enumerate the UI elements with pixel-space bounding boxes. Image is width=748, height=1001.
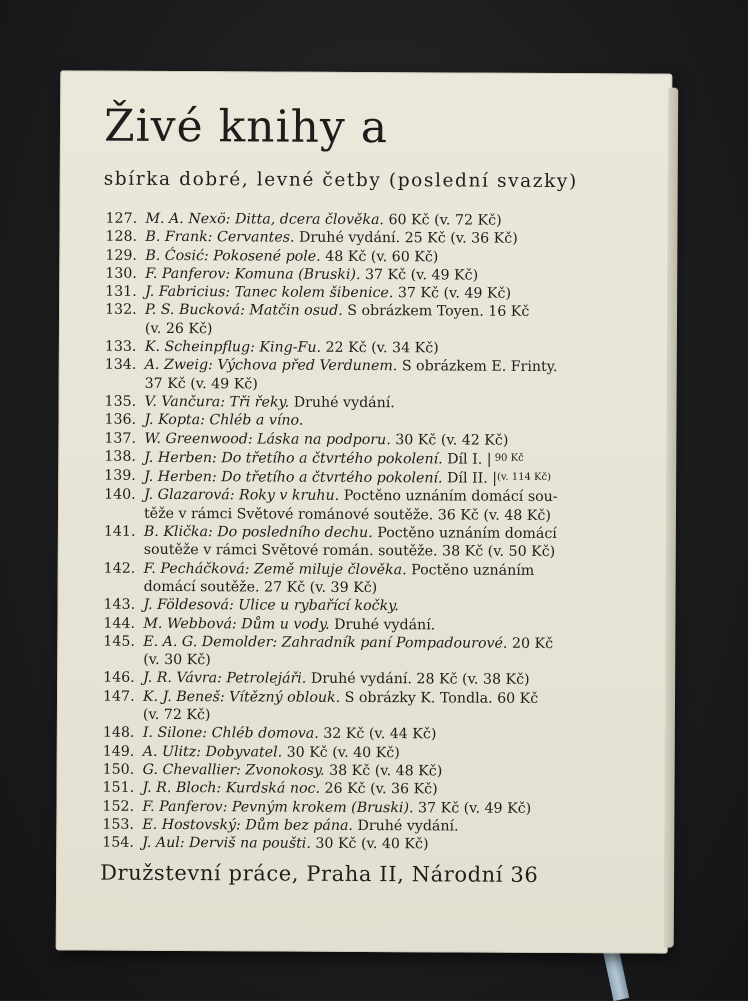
list-item xyxy=(104,523,624,562)
author-and-title: M. A. Nexö: Ditta, dcera člověka. xyxy=(145,211,384,228)
volume-details: S obrázky K. Tondla. 60 Kč xyxy=(340,690,538,707)
volume-details: Poctěno uznáním domácí sou- xyxy=(339,488,557,505)
volume-details-continued: 37 Kč (v. 49 Kč) xyxy=(145,375,625,396)
volume-details-continued: soutěže v rámci Světové román. soutěže. 38 Kč (v. 50 Kč) xyxy=(144,541,624,562)
author-and-title: G. Chevallier: Zvonokosy. xyxy=(143,762,325,779)
book-back-cover xyxy=(56,70,673,953)
list-item xyxy=(102,834,622,855)
volume-details: Druhé vydání. xyxy=(330,616,436,633)
list-item xyxy=(104,486,624,525)
volume-number: 138. xyxy=(104,447,144,467)
series-title: Živé knihy a xyxy=(104,101,388,153)
author-and-title: P. S. Bucková: Matčin osud. xyxy=(145,302,343,319)
volume-number: 130. xyxy=(105,265,145,284)
volume-details: Díl I. | xyxy=(443,451,492,467)
author-and-title: F. Panferov: Komuna (Bruski). xyxy=(145,266,360,283)
volume-number: 135. xyxy=(105,393,145,412)
volume-number: 150. xyxy=(103,761,143,780)
volume-price-note: (v. 114 Kč) xyxy=(497,472,551,483)
volume-text xyxy=(142,834,622,855)
volume-details: Díl II. | xyxy=(443,471,498,487)
volume-number: 147. xyxy=(103,687,143,724)
volume-number: 132. xyxy=(105,301,145,338)
volume-price-note: 90 Kč xyxy=(492,453,524,464)
author-and-title: F. Panferov: Pevným krokem (Bruski). xyxy=(142,798,413,815)
volume-number: 141. xyxy=(104,523,144,560)
author-and-title: J. Glazarová: Roky v kruhu. xyxy=(144,487,339,504)
volume-details: Poctěno uznáním domácí xyxy=(373,525,557,542)
volume-text xyxy=(144,448,624,470)
publisher-line: Družstevní práce, Praha II, Národní 36 xyxy=(100,861,538,887)
list-item xyxy=(104,467,624,489)
list-item xyxy=(103,632,623,671)
volume-number: 142. xyxy=(104,559,144,596)
volume-details: 26 Kč (v. 36 Kč) xyxy=(320,781,438,798)
volume-details: S obrázkem Toyen. 16 Kč xyxy=(343,303,530,320)
volume-text xyxy=(144,486,624,525)
volume-number: 128. xyxy=(105,228,145,247)
volume-details-continued: (v. 26 Kč) xyxy=(145,320,625,341)
volume-number: 137. xyxy=(104,429,144,448)
volume-details: 37 Kč (v. 49 Kč) xyxy=(414,800,532,817)
author-and-title: B. Ćosić: Pokosené pole. xyxy=(145,247,320,264)
volume-number: 136. xyxy=(104,411,144,430)
volume-details: 48 Kč (v. 60 Kč) xyxy=(321,248,439,265)
volume-number: 152. xyxy=(102,797,142,816)
author-and-title: J. Fabricius: Tanec kolem šibenice. xyxy=(145,284,393,301)
volume-number: 151. xyxy=(103,779,143,798)
volume-details: 30 Kč (v. 40 Kč) xyxy=(282,744,400,761)
author-and-title: A. Ulitz: Dobyvatel. xyxy=(143,743,282,760)
volume-details: 22 Kč (v. 34 Kč) xyxy=(321,340,439,357)
volume-number: 127. xyxy=(105,210,145,229)
volume-details: 32 Kč (v. 44 Kč) xyxy=(319,726,437,743)
volume-details-continued: (v. 30 Kč) xyxy=(143,651,623,672)
volume-number: 129. xyxy=(105,246,145,265)
volume-number: 145. xyxy=(103,632,143,669)
volume-number: 153. xyxy=(102,815,142,834)
volume-text xyxy=(143,633,623,672)
volume-number: 133. xyxy=(105,338,145,357)
author-and-title: E. A. G. Demolder: Zahradník paní Pompadourové. xyxy=(143,634,507,652)
volume-details: 30 Kč (v. 42 Kč) xyxy=(391,432,509,449)
author-and-title: K. Scheinpflug: King-Fu. xyxy=(145,339,321,356)
volume-details: Druhé vydání. xyxy=(353,818,459,835)
list-item xyxy=(104,559,624,598)
author-and-title: I. Silone: Chléb domova. xyxy=(143,725,319,742)
volume-details: 60 Kč (v. 72 Kč) xyxy=(384,212,502,229)
volume-text xyxy=(144,523,624,562)
volume-number: 143. xyxy=(103,596,143,615)
volume-number: 149. xyxy=(103,742,143,761)
volume-details: 37 Kč (v. 49 Kč) xyxy=(393,285,511,302)
volume-number: 134. xyxy=(105,356,145,393)
list-item xyxy=(105,356,625,395)
volume-details: Druhé vydání. 28 Kč (v. 38 Kč) xyxy=(306,671,529,688)
author-and-title: E. Hostovský: Dům bez pána. xyxy=(142,817,353,834)
volume-details-continued: (v. 72 Kč) xyxy=(143,706,623,727)
author-and-title: B. Klička: Do posledního dechu. xyxy=(144,524,373,541)
author-and-title: V. Vančura: Tři řeky. xyxy=(145,394,290,411)
volume-number: 131. xyxy=(105,283,145,302)
volume-text xyxy=(144,559,624,598)
list-item xyxy=(103,687,623,726)
volume-text xyxy=(145,301,625,340)
volume-details: 38 Kč (v. 48 Kč) xyxy=(325,763,443,780)
list-item xyxy=(104,447,624,469)
author-and-title: J. R. Bloch: Kurdská noc. xyxy=(143,780,321,797)
author-and-title: J. R. Vávra: Petrolejáři. xyxy=(143,670,306,687)
volume-number: 146. xyxy=(103,669,143,688)
list-item xyxy=(105,301,625,340)
volume-details: Druhé vydání. 25 Kč (v. 36 Kč) xyxy=(294,230,517,247)
volume-details-continued: domácí soutěže. 27 Kč (v. 39 Kč) xyxy=(144,578,624,599)
volume-number: 148. xyxy=(103,724,143,743)
volume-details: 20 Kč xyxy=(507,636,553,652)
author-and-title: M. Webbová: Dům u vody. xyxy=(143,615,329,632)
author-and-title: J. Kopta: Chléb a víno. xyxy=(144,412,303,429)
author-and-title: J. Herben: Do třetího a čtvrtého pokolení. xyxy=(144,450,442,468)
volume-details: 37 Kč (v. 49 Kč) xyxy=(360,267,478,284)
volume-details: S obrázkem E. Frinty. xyxy=(397,359,557,376)
volume-details: Druhé vydání. xyxy=(289,395,395,412)
author-and-title: B. Frank: Cervantes. xyxy=(145,229,294,246)
author-and-title: W. Greenwood: Láska na podporu. xyxy=(144,430,390,447)
author-and-title: A. Zweig: Výchova před Verdunem. xyxy=(145,357,398,374)
volume-text xyxy=(144,467,624,489)
volume-text xyxy=(143,688,623,727)
volume-number: 139. xyxy=(104,467,144,487)
volume-number: 140. xyxy=(104,486,144,523)
volume-list xyxy=(102,210,625,855)
author-and-title: J. Herben: Do třetího a čtvrtého pokolení. xyxy=(144,469,442,487)
volume-details-continued: těže v rámci Světové románové soutěže. 36 Kč (v. 48 Kč) xyxy=(144,505,624,526)
series-subtitle: sbírka dobré, levné četby (poslední svazky) xyxy=(104,169,578,192)
volume-details: 30 Kč (v. 40 Kč) xyxy=(311,836,429,853)
volume-number: 154. xyxy=(102,834,142,853)
author-and-title: K. J. Beneš: Vítězný oblouk. xyxy=(143,689,340,706)
author-and-title: J. Földesová: Ulice u rybařící kočky. xyxy=(143,597,398,614)
volume-details: Poctěno uznáním xyxy=(407,562,535,579)
volume-number: 144. xyxy=(103,614,143,633)
author-and-title: J. Aul: Derviš na poušti. xyxy=(142,835,311,852)
volume-text xyxy=(145,356,625,395)
author-and-title: F. Pecháčková: Země miluje člověka. xyxy=(144,560,407,577)
